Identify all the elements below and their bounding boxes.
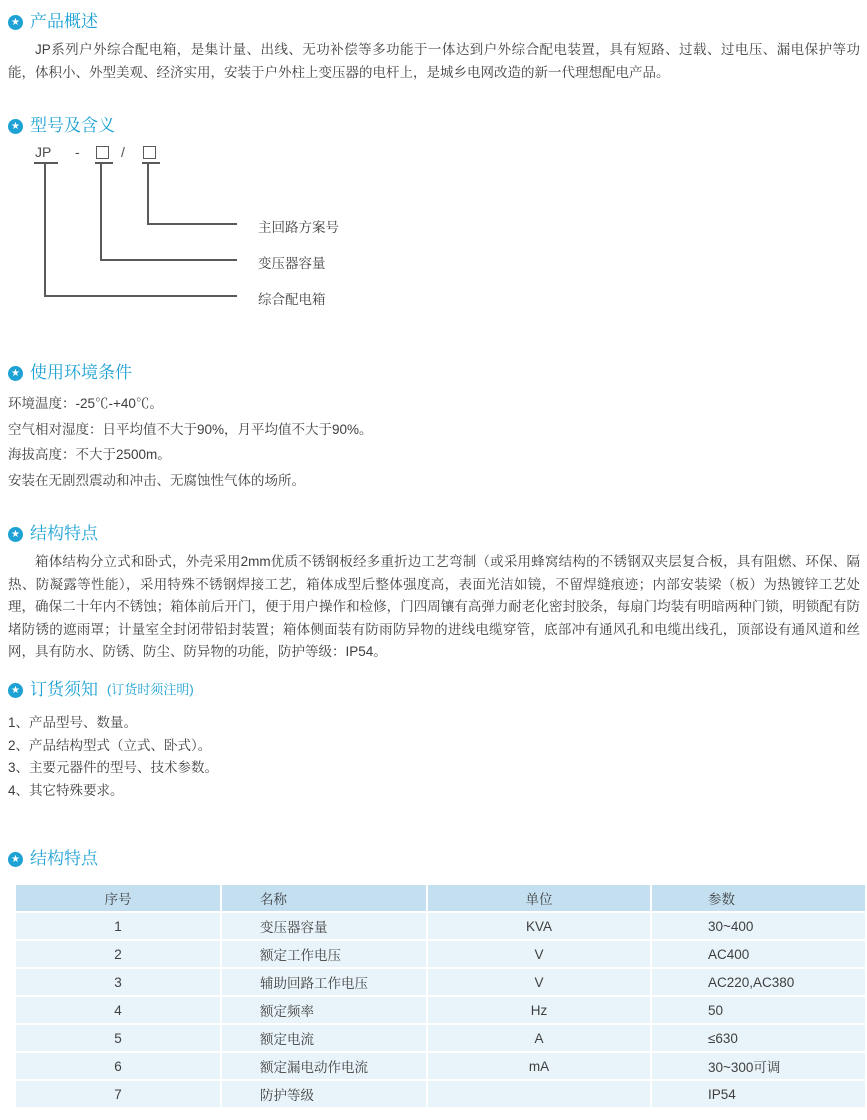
spec-index: 1	[16, 913, 220, 939]
spec-column-header: 序号	[16, 885, 220, 911]
spec-unit: mA	[428, 1053, 650, 1079]
environment-line: 安装在无剧烈震动和冲击、无腐蚀性气体的场所。	[8, 472, 305, 488]
spec-column-header: 单位	[428, 885, 650, 911]
model-placeholder-box	[143, 146, 156, 159]
section-heading-environment	[8, 363, 132, 383]
spec-name: 额定电流	[222, 1025, 426, 1051]
spec-row	[16, 997, 865, 1023]
ordering-item: 4、其它特殊要求。	[8, 783, 124, 799]
spec-name: 额定频率	[222, 997, 426, 1023]
overview-paragraph: JP系列户外综合配电箱，是集计量、出线、无功补偿等多功能于一体达到户外综合配电装置，具有短路、过载、过电压、漏电保护等功能，体积小、外型美观、经济实用，安装于户外柱上变压器的电杆上，是城乡电网改造的新一代理想配电产品。	[8, 42, 860, 80]
section-heading-specs	[8, 849, 98, 869]
overview-title: 产品概述	[30, 12, 98, 31]
ordering-item: 2、产品结构型式（立式、卧式）。	[8, 737, 212, 753]
environment-line: 空气相对湿度：日平均值不大于90%，月平均值不大于90%。	[8, 421, 373, 437]
diagram-vline	[100, 163, 102, 260]
section-heading-overview	[8, 12, 98, 32]
spec-row	[16, 913, 865, 939]
ordering-item: 1、产品型号、数量。	[8, 715, 138, 730]
spec-row	[16, 1053, 865, 1079]
spec-name: 额定漏电动作电流	[222, 1053, 426, 1079]
structure-paragraph: 箱体结构分立式和卧式，外壳采用2mm优质不锈钢板经多重折边工艺弯制（或采用蜂窝结构的不锈钢双夹层复合板，具有阻燃、环保、隔热、防凝露等性能），采用特殊不锈钢焊接工艺，箱体成型后整体强度高，表面光洁如镜，不留焊缝痕迹；内部安装梁（板）为热镀锌工艺处理，确保二十年内不锈蚀；箱体前后开门，便于用户操作和检修，门四周镶有高弹力耐老化密封胶条，每扇门均装有明暗两种门锁，明锁配有防堵防锈的遮雨罩；计量室全封闭带铅封装置；箱体侧面装有防雨防异物的进线电缆穿管，底部冲有通风孔和电缆出线孔，顶部设有通风道和丝网，具有防水、防锈、防尘、防异物的功能，防护等级：IP54。	[8, 554, 860, 660]
spec-unit: KVA	[428, 913, 650, 939]
spec-column-header: 名称	[222, 885, 426, 911]
model-slash: /	[121, 144, 125, 160]
spec-header-row	[16, 885, 865, 911]
spec-name: 防护等级	[222, 1081, 426, 1107]
model-label-transformer-capacity: 变压器容量	[258, 256, 326, 271]
model-placeholder-box	[96, 146, 109, 159]
environment-line: 海拔高度：不大于2500m。	[8, 447, 171, 462]
spec-param: AC400	[652, 941, 865, 967]
spec-param: 30~400	[652, 913, 865, 939]
diagram-tick	[95, 162, 113, 164]
spec-row	[16, 969, 865, 995]
spec-name: 变压器容量	[222, 913, 426, 939]
spec-param: IP54	[652, 1081, 865, 1107]
model-meaning-diagram	[0, 143, 867, 318]
star-icon: ★	[8, 852, 23, 867]
model-dash: -	[75, 144, 80, 160]
model-prefix: JP	[35, 144, 52, 160]
star-icon: ★	[8, 366, 23, 381]
star-icon: ★	[8, 683, 23, 698]
model-label-main-circuit: 主回路方案号	[258, 220, 339, 235]
environment-conditions	[8, 391, 860, 493]
spec-row	[16, 1025, 865, 1051]
spec-table	[14, 883, 867, 1109]
spec-unit: V	[428, 969, 650, 995]
ordering-list	[8, 712, 860, 803]
spec-row	[16, 941, 865, 967]
spec-index: 5	[16, 1025, 220, 1051]
spec-index: 3	[16, 969, 220, 995]
specs-title: 结构特点	[30, 849, 98, 868]
diagram-hline	[44, 295, 237, 297]
environment-line: 环境温度：-25℃-+40℃。	[8, 396, 163, 411]
diagram-tick	[34, 162, 58, 164]
section-heading-model	[8, 116, 115, 136]
diagram-tick	[142, 162, 160, 164]
diagram-vline	[147, 163, 149, 224]
spec-param: 30~300可调	[652, 1053, 865, 1079]
spec-unit: A	[428, 1025, 650, 1051]
star-icon: ★	[8, 119, 23, 134]
ordering-title: 订货须知	[30, 680, 98, 699]
spec-unit: V	[428, 941, 650, 967]
spec-row	[16, 1081, 865, 1107]
spec-column-header: 参数	[652, 885, 865, 911]
spec-unit	[428, 1081, 650, 1107]
environment-title: 使用环境条件	[30, 363, 132, 382]
diagram-hline	[100, 259, 237, 261]
spec-param: 50	[652, 997, 865, 1023]
spec-index: 7	[16, 1081, 220, 1107]
spec-index: 4	[16, 997, 220, 1023]
diagram-hline	[147, 223, 237, 225]
section-heading-ordering	[8, 680, 194, 700]
spec-index: 2	[16, 941, 220, 967]
spec-name: 辅助回路工作电压	[222, 969, 426, 995]
structure-title: 结构特点	[30, 524, 98, 543]
spec-unit: Hz	[428, 997, 650, 1023]
model-label-distribution-box: 综合配电箱	[258, 292, 326, 307]
star-icon: ★	[8, 15, 23, 30]
diagram-vline	[44, 163, 46, 296]
spec-name: 额定工作电压	[222, 941, 426, 967]
spec-param: ≤630	[652, 1025, 865, 1051]
section-heading-structure	[8, 524, 98, 544]
spec-index: 6	[16, 1053, 220, 1079]
spec-param: AC220,AC380	[652, 969, 865, 995]
model-title: 型号及含义	[30, 116, 115, 135]
ordering-subtitle: (订货时须注明)	[107, 682, 194, 697]
star-icon: ★	[8, 527, 23, 542]
ordering-item: 3、主要元器件的型号、技术参数。	[8, 760, 219, 776]
